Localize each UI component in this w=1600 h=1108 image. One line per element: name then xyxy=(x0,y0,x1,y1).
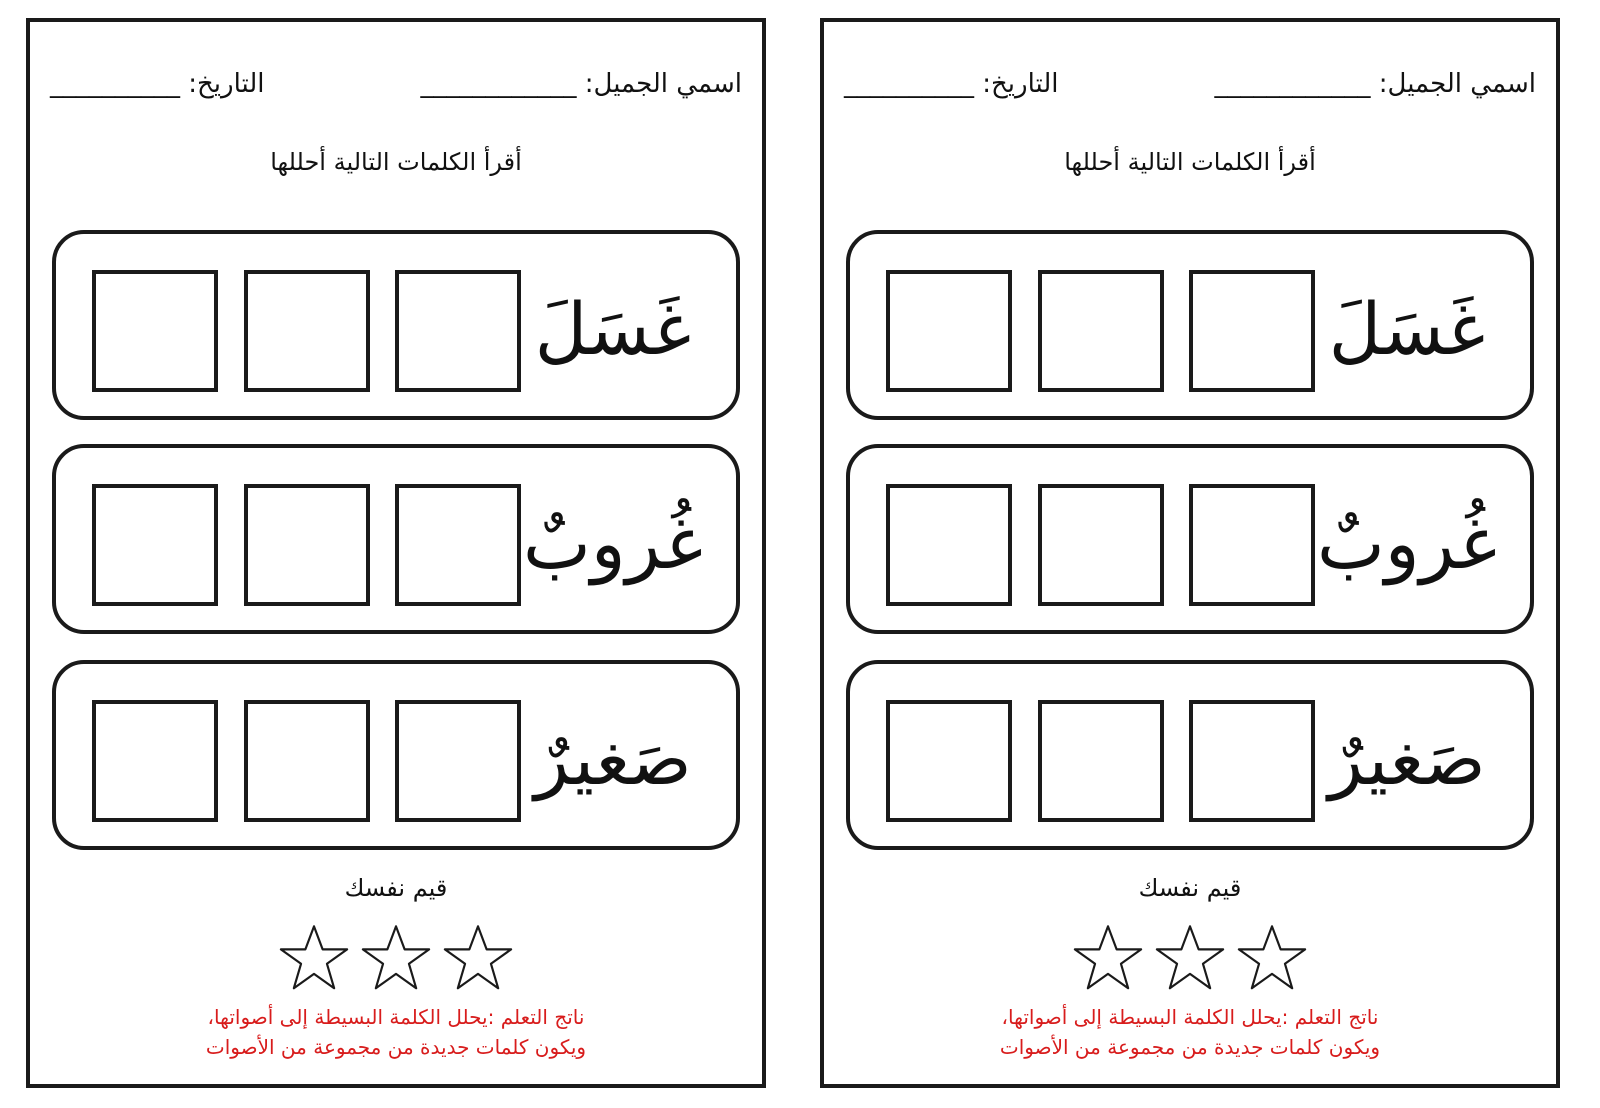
answer-box[interactable] xyxy=(244,484,370,606)
star-rating xyxy=(30,922,762,994)
answer-box[interactable] xyxy=(1189,270,1315,392)
word-label: غَسَلَ xyxy=(534,287,692,371)
answer-box[interactable] xyxy=(92,270,218,392)
word-row xyxy=(846,660,1534,850)
date-field-label[interactable]: التاريخ: __________ xyxy=(844,69,1059,99)
answer-box[interactable] xyxy=(1189,700,1315,822)
instruction-text: أقرأ الكلمات التالية أحللها xyxy=(270,148,522,176)
worksheet-header xyxy=(50,64,742,104)
word-label: غُروبٌ xyxy=(523,501,703,585)
word-row xyxy=(52,660,740,850)
word-row xyxy=(52,230,740,420)
learning-outcome-line-1: ناتج التعلم :يحلل الكلمة البسيطة إلى أصواتها، xyxy=(207,1005,585,1029)
word-row xyxy=(52,444,740,634)
answer-box[interactable] xyxy=(92,700,218,822)
answer-box[interactable] xyxy=(395,700,521,822)
word-row xyxy=(846,444,1534,634)
star-outline-icon[interactable] xyxy=(360,922,432,994)
worksheet-header xyxy=(844,64,1536,104)
answer-box[interactable] xyxy=(886,484,1012,606)
worksheet-left xyxy=(26,18,766,1088)
learning-outcome xyxy=(30,1002,762,1062)
instruction-text: أقرأ الكلمات التالية أحللها xyxy=(1064,148,1316,176)
star-rating xyxy=(824,922,1556,994)
star-outline-icon[interactable] xyxy=(442,922,514,994)
word-label: صَغيرٌ xyxy=(534,717,692,801)
learning-outcome-line-1: ناتج التعلم :يحلل الكلمة البسيطة إلى أصواتها، xyxy=(1001,1005,1379,1029)
star-outline-icon[interactable] xyxy=(278,922,350,994)
learning-outcome-line-2: ويكون كلمات جديدة من مجموعة من الأصوات xyxy=(205,1035,587,1059)
answer-box[interactable] xyxy=(1189,484,1315,606)
name-field-label[interactable]: اسمي الجميل: ____________ xyxy=(420,69,742,99)
name-field-label[interactable]: اسمي الجميل: ____________ xyxy=(1214,69,1536,99)
answer-box[interactable] xyxy=(395,270,521,392)
answer-box[interactable] xyxy=(395,484,521,606)
word-label: غَسَلَ xyxy=(1328,287,1486,371)
self-evaluation-label: قيم نفسك xyxy=(1138,874,1242,902)
word-label: صَغيرٌ xyxy=(1328,717,1486,801)
answer-box[interactable] xyxy=(244,270,370,392)
answer-box[interactable] xyxy=(886,270,1012,392)
word-label: غُروبٌ xyxy=(1317,501,1497,585)
star-outline-icon[interactable] xyxy=(1072,922,1144,994)
date-field-label[interactable]: التاريخ: __________ xyxy=(50,69,265,99)
answer-box[interactable] xyxy=(1038,700,1164,822)
word-row xyxy=(846,230,1534,420)
answer-box[interactable] xyxy=(886,700,1012,822)
worksheet-right xyxy=(820,18,1560,1088)
answer-box[interactable] xyxy=(92,484,218,606)
star-outline-icon[interactable] xyxy=(1236,922,1308,994)
answer-box[interactable] xyxy=(1038,270,1164,392)
self-evaluation-label: قيم نفسك xyxy=(344,874,448,902)
learning-outcome xyxy=(824,1002,1556,1062)
answer-box[interactable] xyxy=(1038,484,1164,606)
answer-box[interactable] xyxy=(244,700,370,822)
learning-outcome-line-2: ويكون كلمات جديدة من مجموعة من الأصوات xyxy=(999,1035,1381,1059)
star-outline-icon[interactable] xyxy=(1154,922,1226,994)
